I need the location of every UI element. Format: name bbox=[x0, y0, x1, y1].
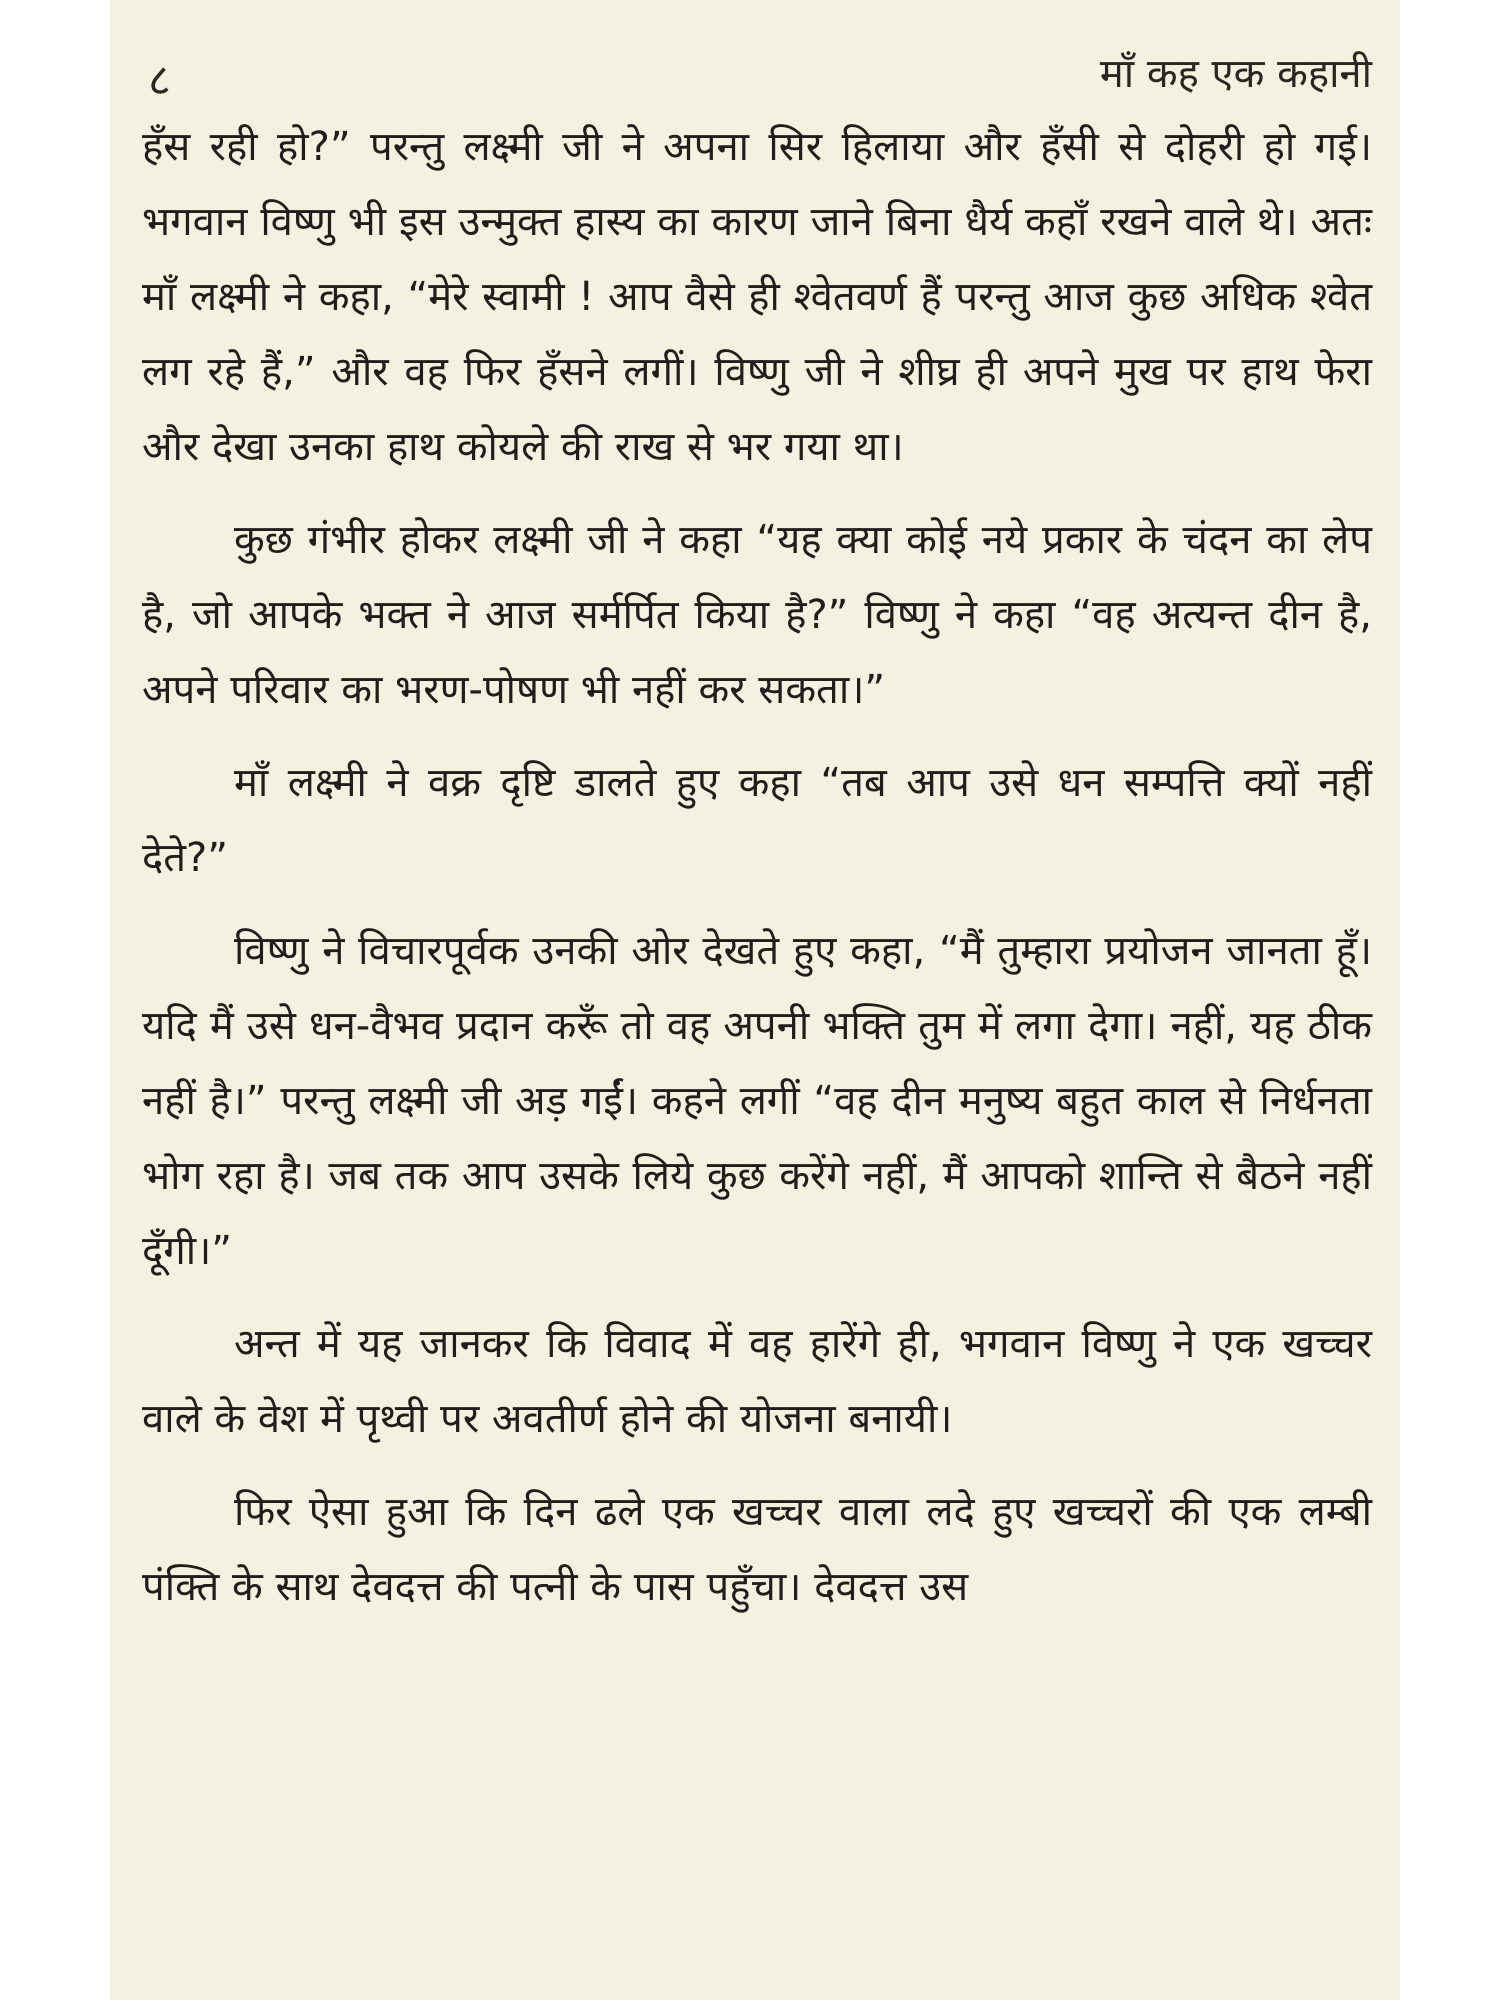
book-page bbox=[110, 0, 1400, 2000]
paragraph-3: माँ लक्ष्मी ने वक्र दृष्टि डालते हुए कहा “तब आप उसे धन सम्पत्ति क्यों नहीं देते?” bbox=[142, 760, 1372, 881]
paragraph-1: हँस रही हो?” परन्तु लक्ष्मी जी ने अपना सिर हिलाया और हँसी से दोहरी हो गई। भगवान विष्णु भी इस उन्मुक्त हास्य का कारण जाने बिना धैर्य कहाँ रखने वाले थे। अतः माँ लक्ष्मी ने कहा, “मेरे स्वामी ! आप वैसे ही श्वेतवर्ण हैं परन्तु आज कुछ अधिक श्वेत लग रहे हैं,” और वह फिर हँसने लगीं। विष्णु जी ने शीघ्र ही अपने मुख पर हाथ फेरा और देखा उनका हाथ कोयले की राख से भर गया था। bbox=[142, 124, 1372, 470]
paragraph-5: अन्त में यह जानकर कि विवाद में वह हारेंगे ही, भगवान विष्णु ने एक खच्चर वाले के वेश में पृथ्वी पर अवतीर्ण होने की योजना बनायी। bbox=[142, 1321, 1372, 1442]
paragraph-2: कुछ गंभीर होकर लक्ष्मी जी ने कहा “यह क्या कोई नये प्रकार के चंदन का लेप है, जो आपके भक्त ने आज सर्मर्पित किया है?” विष्णु ने कहा “वह अत्यन्त दीन है, अपने परिवार का भरण-पोषण भी नहीं कर सकता।” bbox=[142, 517, 1372, 713]
body-text bbox=[142, 110, 1372, 1643]
paragraph-6: फिर ऐसा हुआ कि दिन ढले एक खच्चर वाला लदे हुए खच्चरों की एक लम्बी पंक्ति के साथ देवदत्त की पत्नी के पास पहुँचा। देवदत्त उस bbox=[142, 1489, 1372, 1610]
running-title: माँ कह एक कहानी bbox=[1099, 51, 1372, 97]
paragraph-4: विष्णु ने विचारपूर्वक उनकी ओर देखते हुए कहा, “मैं तुम्हारा प्रयोजन जानता हूँ। यदि मैं उसे धन-वैभव प्रदान करूँ तो वह अपनी भक्ति तुम में लगा देगा। नहीं, यह ठीक नहीं है।” परन्तु लक्ष्मी जी अड़ गईं। कहने लगीं “वह दीन मनुष्य बहुत काल से निर्धनता भोग रहा है। जब तक आप उसके लिये कुछ करेंगे नहीं, मैं आपको शान्ति से बैठने नहीं दूँगी।” bbox=[142, 928, 1372, 1274]
page-number: ८ bbox=[148, 55, 171, 106]
